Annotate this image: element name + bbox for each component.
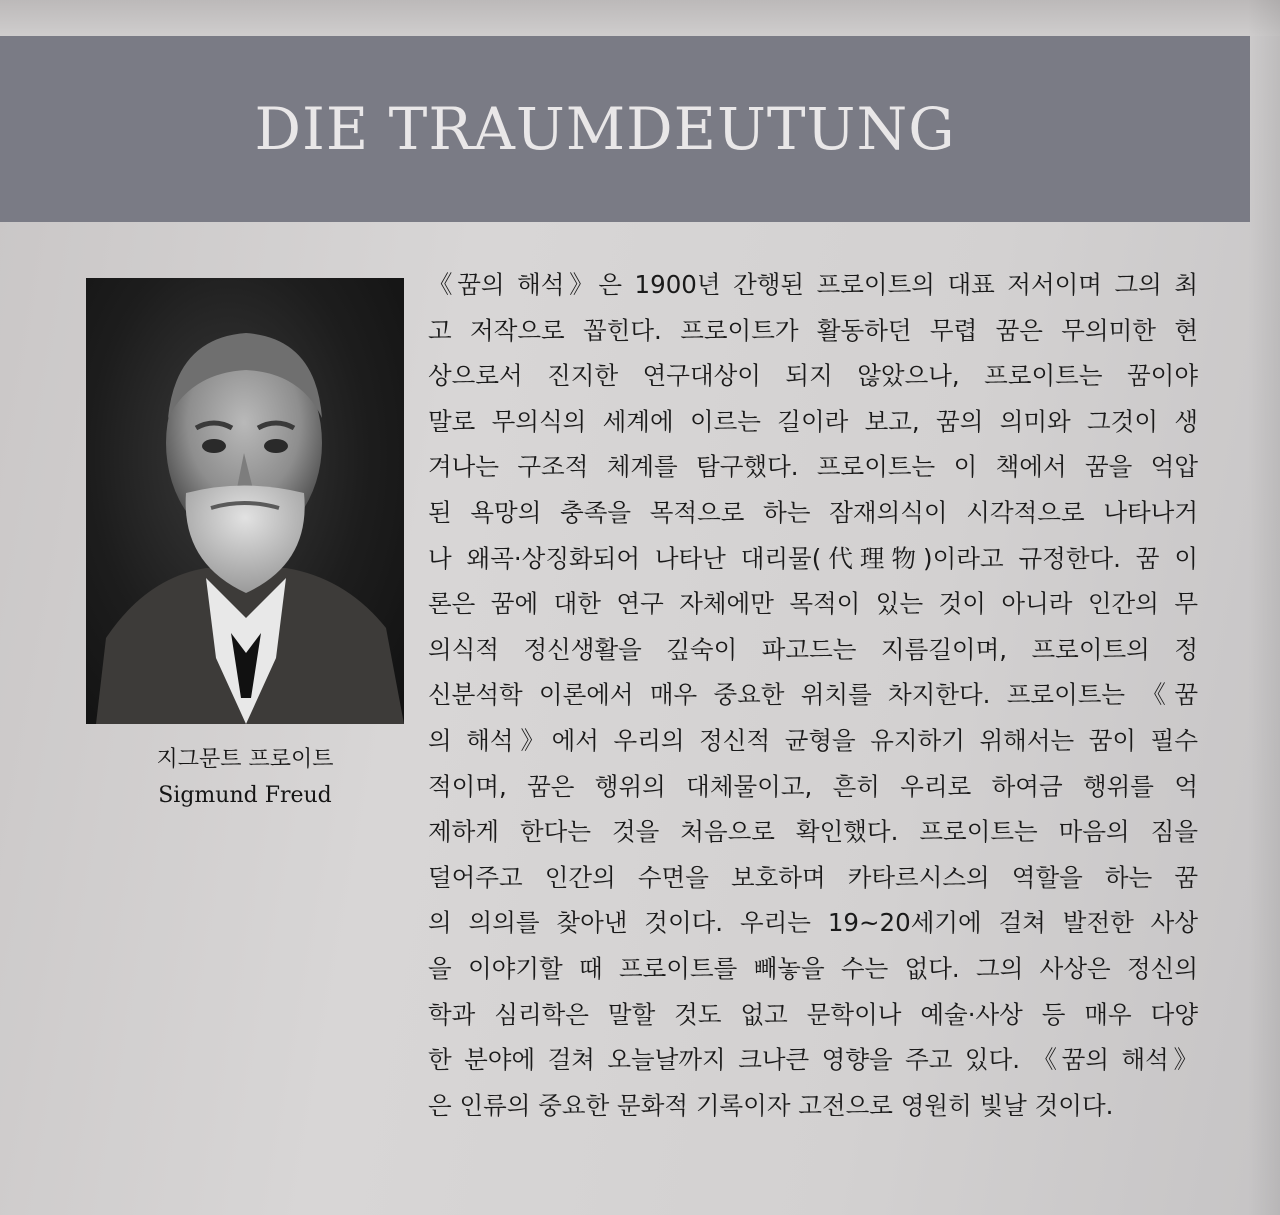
text-line: 의식적 정신생활을 깊숙이 파고드는 지름길이며, 프로이트의 정 bbox=[428, 634, 1198, 664]
text-line: 신분석학 이론에서 매우 중요한 위치를 차지한다. 프로이트는 《꿈 bbox=[428, 680, 1198, 710]
text-line: 상으로서 진지한 연구대상이 되지 않았으나, 프로이트는 꿈이야 bbox=[428, 361, 1198, 391]
text-line: 덜어주고 인간의 수면을 보호하며 카타르시스의 역할을 하는 꿈 bbox=[428, 862, 1198, 892]
text-line: 말로 무의식의 세계에 이르는 길이라 보고, 꿈의 의미와 그것이 생 bbox=[428, 406, 1198, 436]
text-line: 고 저작으로 꼽힌다. 프로이트가 활동하던 무렵 꿈은 무의미한 현 bbox=[428, 315, 1198, 345]
page-right-edge-shadow bbox=[1248, 0, 1280, 1215]
caption-name-english: Sigmund Freud bbox=[158, 783, 332, 808]
portrait-image bbox=[86, 278, 404, 724]
text-line: 제하게 한다는 것을 처음으로 확인했다. 프로이트는 마음의 짐을 bbox=[428, 817, 1198, 847]
text-line: 한 분야에 걸쳐 오늘날까지 크나큰 영향을 주고 있다. 《꿈의 해석》 bbox=[428, 1045, 1198, 1075]
text-line: 적이며, 꿈은 행위의 대체물이고, 흔히 우리로 하여금 행위를 억 bbox=[428, 771, 1198, 801]
text-line: 겨나는 구조적 체계를 탐구했다. 프로이트는 이 책에서 꿈을 억압 bbox=[428, 452, 1198, 482]
text-line: 은 인류의 중요한 문화적 기록이자 고전으로 영원히 빛날 것이다. bbox=[428, 1090, 1114, 1120]
portrait-photo bbox=[86, 278, 404, 724]
portrait-caption bbox=[86, 742, 404, 814]
text-line: 된 욕망의 충족을 목적으로 하는 잠재의식이 시각적으로 나타나거 bbox=[428, 497, 1198, 527]
title-band bbox=[0, 36, 1250, 222]
text-line: 나 왜곡·상징화되어 나타난 대리물(代理物)이라고 규정한다. 꿈 이 bbox=[428, 543, 1198, 573]
page-title: DIE TRAUMDEUTUNG bbox=[254, 95, 956, 163]
page-top-edge bbox=[0, 0, 1280, 36]
caption-name-korean: 지그문트 프로이트 bbox=[156, 747, 334, 772]
text-line: 학과 심리학은 말할 것도 없고 문학이나 예술·사상 등 매우 다양 bbox=[428, 999, 1198, 1029]
text-line: 을 이야기할 때 프로이트를 빼놓을 수는 없다. 그의 사상은 정신의 bbox=[428, 953, 1198, 983]
text-line: 《꿈의 해석》은 1900년 간행된 프로이트의 대표 저서이며 그의 최 bbox=[428, 270, 1198, 299]
text-line: 의 의의를 찾아낸 것이다. 우리는 19~20세기에 걸쳐 발전한 사상 bbox=[428, 908, 1198, 938]
text-line: 론은 꿈에 대한 연구 자체에만 목적이 있는 것이 아니라 인간의 무 bbox=[428, 589, 1198, 619]
text-line: 의 해석》에서 우리의 정신적 균형을 유지하기 위해서는 꿈이 필수 bbox=[428, 725, 1198, 755]
body-paragraph bbox=[428, 262, 1198, 1128]
